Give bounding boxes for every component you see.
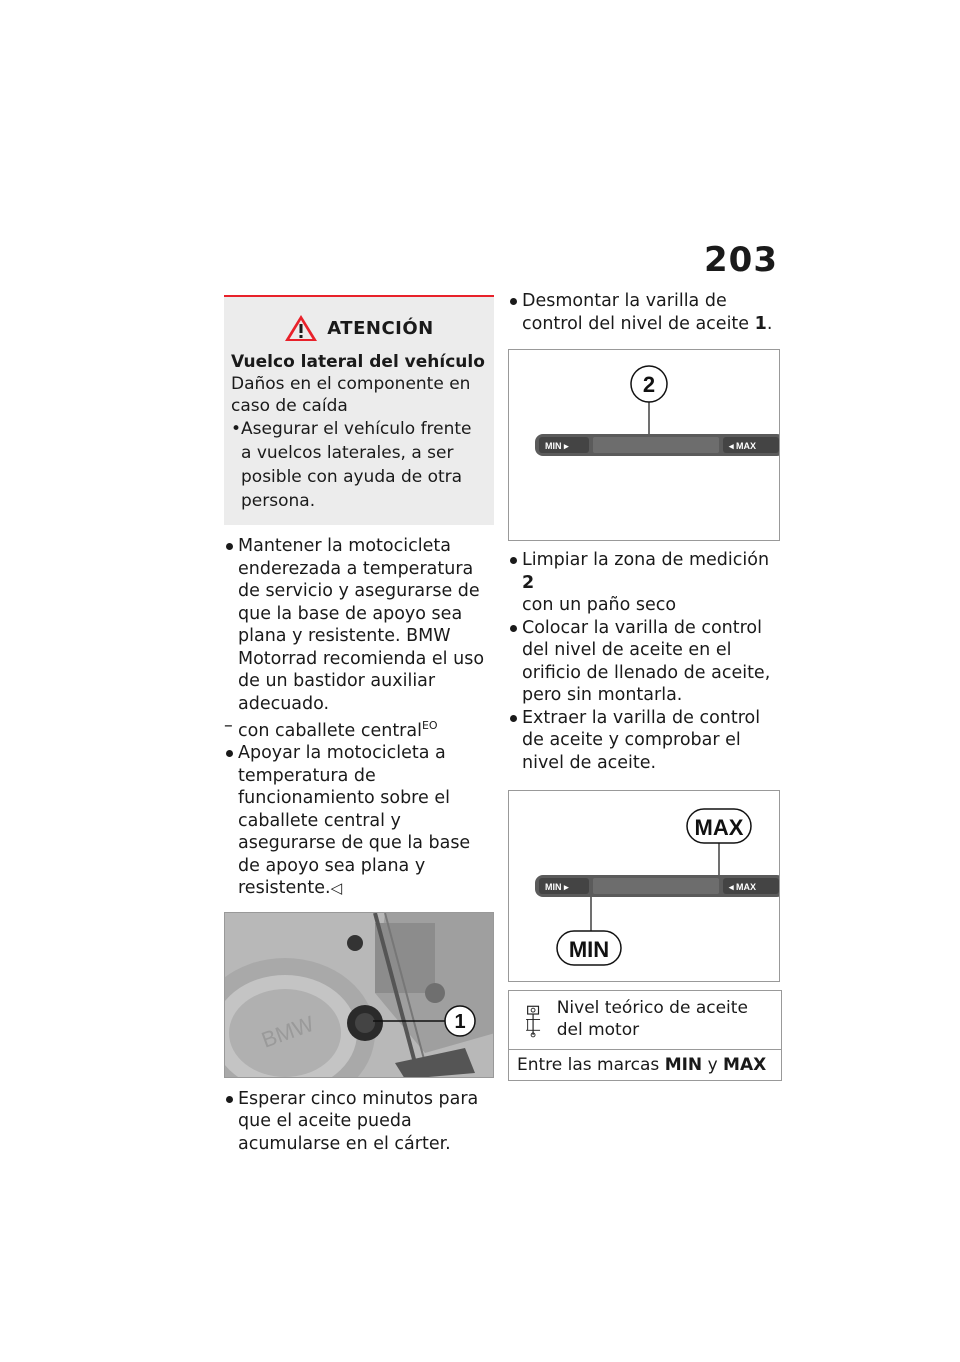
spec-value (509, 1050, 781, 1080)
figure3-callout-max: MAX (694, 815, 744, 840)
step-check: Extraer la varilla de control de aceite y comprobar el nivel de aceite. (508, 707, 782, 775)
step-remove-text: Desmontar la varilla de control del nivel de aceite (522, 291, 750, 334)
warning-text: Daños en el componente en caso de caída (231, 374, 471, 416)
step-remove-dipstick (508, 290, 782, 335)
right-column (508, 290, 782, 1081)
spec-value-prefix: Entre las marcas (517, 1055, 660, 1075)
figure-dipstick-levels (508, 790, 780, 982)
engine-illustration (225, 913, 494, 1078)
step-clean-end: con un paño seco (522, 595, 677, 615)
condition-text: con caballete central (238, 720, 422, 741)
step-center-stand-text: Apoyar la motocicleta a temperatura de funcionamiento sobre el caballete central y asegurarse de que la base de apoyo sea plana y resistente. (238, 743, 471, 899)
left-column (224, 295, 494, 1155)
end-mark: ◁ (330, 879, 343, 898)
warning-bullet: • Asegurar el vehículo frente a vuelcos laterales, a ser posible con ayuda de otra persona. (231, 417, 486, 513)
warning-header (231, 313, 486, 343)
figure2-callout: 2 (642, 372, 656, 397)
condition-sup: EO (421, 719, 438, 732)
spec-conj: y (707, 1055, 718, 1075)
fig3-max-label: ◂ MAX (729, 882, 757, 892)
step-remove-ref: 1 (754, 313, 767, 334)
figure3-callout-min: MIN (568, 937, 610, 962)
spec-mark-min: MIN (664, 1055, 703, 1075)
spec-box (508, 990, 782, 1081)
figure-engine (224, 912, 494, 1078)
step-clean (508, 549, 782, 617)
figure1-callout: 1 (454, 1010, 466, 1033)
step-insert: Colocar la varilla de control del nivel de aceite en el orificio de llenado de aceite, pero sin montarla. (508, 617, 782, 707)
spec-title: Nivel teórico de aceite del motor (556, 998, 748, 1040)
warning-title: ATENCIÓN (327, 317, 434, 339)
step-clean-ref: 2 (522, 572, 535, 593)
step-wait: Esperar cinco minutos para que el aceite pueda acumularse en el cárter. (224, 1088, 494, 1156)
warning-triangle-icon (283, 313, 319, 343)
warning-subtitle: Vuelco lateral del vehículo (231, 352, 485, 372)
fig2-max-label: ◂ MAX (729, 441, 757, 451)
dipstick-illustration-1 (509, 350, 780, 541)
condition-center-stand (224, 715, 494, 742)
page-number: 203 (704, 240, 778, 280)
spec-mark-max: MAX (723, 1055, 767, 1075)
step-clean-text: Limpiar la zona de medición (522, 550, 770, 570)
fig2-min-label: MIN ▸ (545, 441, 569, 451)
fig3-min-label: MIN ▸ (545, 882, 569, 892)
engine-logo-text: BMW (258, 1010, 318, 1053)
warning-box (224, 295, 494, 525)
step-upright: Mantener la motocicleta enderezada a temperatura de servicio y asegurarse de que la base de apoyo sea plana y resistente. BMW Motorrad recomienda el uso de un bastidor auxiliar adecuado. (224, 535, 494, 715)
spec-header (509, 991, 781, 1050)
figure-dipstick-clean (508, 349, 780, 541)
step-remove-end: . (766, 313, 773, 334)
dipstick-illustration-2 (509, 791, 780, 982)
oil-dipstick-icon (523, 999, 545, 1043)
step-center-stand (224, 742, 494, 900)
